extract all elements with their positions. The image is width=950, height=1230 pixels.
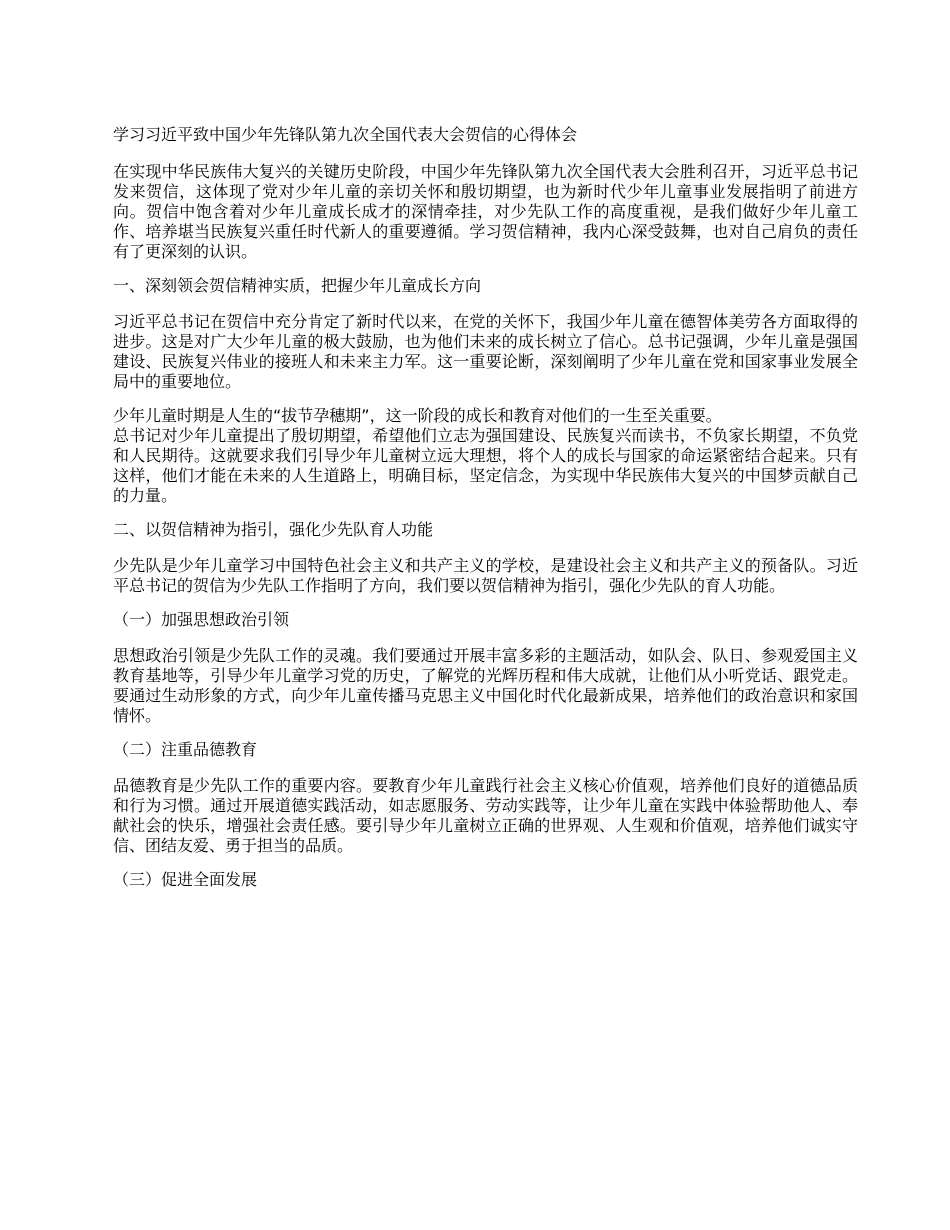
body-paragraph: 品德教育是少先队工作的重要内容。要教育少年儿童践行社会主义核心价值观，培养他们良好的道德品质和行为习惯。通过开展道德实践活动，如志愿服务、劳动实践等，让少年儿童在实践中体验帮助他人、奉献社会的快乐，增强社会责任感。要引导少年儿童树立正确的世界观、人生观和价值观，培养他们诚实守信、团结友爱、勇于担当的品质。 — [113, 776, 858, 855]
section-heading-1: 一、深刻领会贺信精神实质，把握少年儿童成长方向 — [113, 276, 482, 295]
body-paragraph: 总书记对少年儿童提出了殷切期望，希望他们立志为强国建设、民族复兴而读书，不负家长期望，不负党和人民期待。这就要求我们引导少年儿童树立远大理想，将个人的成长与国家的命运紧密结合起来。只有这样，他们才能在未来的人生道路上，明确目标，坚定信念，为实现中华民族伟大复兴的中国梦贡献自己的力量。 — [113, 426, 858, 505]
document-page — [113, 124, 858, 906]
body-paragraph: 习近平总书记在贺信中充分肯定了新时代以来，在党的关怀下，我国少年儿童在德智体美劳各方面取得的进步。这是对广大少年儿童的极大鼓励，也为他们未来的成长树立了信心。总书记强调，少年儿童是强国建设、民族复兴伟业的接班人和未来主力军。这一重要论断，深刻阐明了少年儿童在党和国家事业发展全局中的重要地位。 — [113, 312, 858, 391]
body-paragraph: 思想政治引领是少先队工作的灵魂。我们要通过开展丰富多彩的主题活动，如队会、队日、参观爱国主义教育基地等，引导少年儿童学习党的历史，了解党的光辉历程和伟大成就，让他们从小听党话、跟党走。要通过生动形象的方式，向少年儿童传播马克思主义中国化时代化最新成果，培养他们的政治意识和家国情怀。 — [113, 646, 858, 725]
section-heading-2: 二、以贺信精神为指引，强化少先队育人功能 — [113, 520, 434, 539]
subsection-heading-2: （二）注重品德教育 — [113, 740, 258, 759]
body-paragraph: 少先队是少年儿童学习中国特色社会主义和共产主义的学校，是建设社会主义和共产主义的预备队。习近平总书记的贺信为少先队工作指明了方向，我们要以贺信精神为指引，强化少先队的育人功能。 — [113, 556, 858, 595]
body-paragraph: 少年儿童时期是人生的“拔节孕穗期”，这一阶段的成长和教育对他们的一生至关重要。 — [113, 406, 722, 425]
subsection-heading-3: （三）促进全面发展 — [113, 870, 258, 889]
subsection-heading-1: （一）加强思想政治引领 — [113, 610, 290, 629]
intro-paragraph: 在实现中华民族伟大复兴的关键历史阶段，中国少年先锋队第九次全国代表大会胜利召开，习近平总书记发来贺信，这体现了党对少年儿童的亲切关怀和殷切期望，也为新时代少年儿童事业发展指明了前进方向。贺信中饱含着对少年儿童成长成才的深情牵挂，对少先队工作的高度重视，是我们做好少年儿童工作、培养堪当民族复兴重任时代新人的重要遵循。学习贺信精神，我内心深受鼓舞，也对自己肩负的责任有了更深刻的认识。 — [113, 162, 858, 261]
document-title: 学习习近平致中国少年先锋队第九次全国代表大会贺信的心得体会 — [113, 125, 578, 144]
